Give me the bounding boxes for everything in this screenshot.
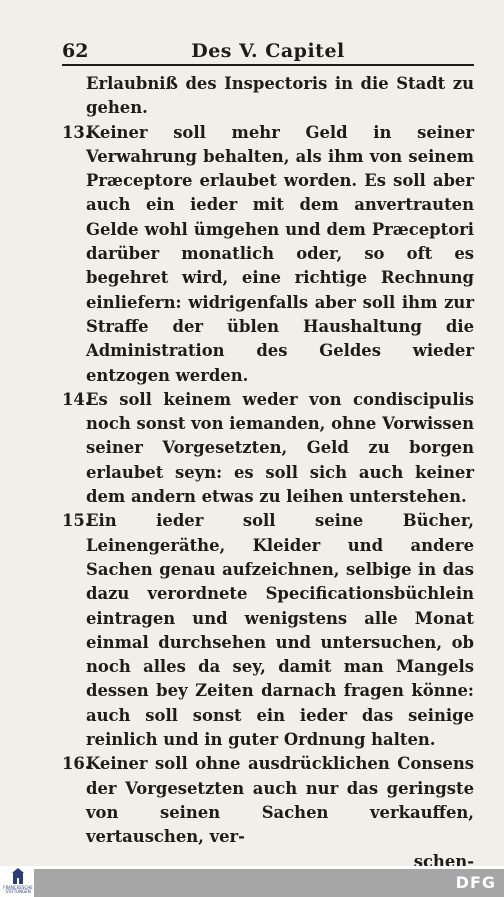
footer-bar xyxy=(34,869,504,897)
rule-text-16: Keiner soll ohne ausdrücklichen Consens der Vorgesetzten auch nur das geringste von seinen Sachen verkauffen, vertauschen, ver- xyxy=(86,754,474,847)
rule-number-13: 13. xyxy=(62,122,91,142)
viewer-footer xyxy=(0,866,504,897)
rule-text-13: Keiner soll mehr Geld in seiner Verwahrung behalten, als ihm von seinem Præceptore erlaubet worden. Es soll aber auch ein ieder mit dem anvertrauten Gelde wohl ümgehen und dem Præceptori darüber monatlich oder, so oft es begehret wird, eine richtige Rechnung einliefern: widrigenfalls aber soll ihm zur Straffe der üblen Haushaltung die Administration des Geldes wieder entzogen werden. xyxy=(86,122,474,385)
rule-item-14 xyxy=(62,388,474,509)
rule-number-14: 14. xyxy=(62,389,91,409)
rule-item-15 xyxy=(62,509,474,752)
building-icon xyxy=(12,868,24,884)
foundation-logo[interactable] xyxy=(3,868,33,896)
rule-item-13 xyxy=(62,121,474,388)
rule-item-16 xyxy=(62,752,474,849)
foundation-text: FRANCKESCHE STIFTUNGEN xyxy=(3,885,33,894)
catchword: schen- xyxy=(413,851,474,866)
rule-number-16: 16. xyxy=(62,754,91,774)
rule-number-15: 15. xyxy=(62,511,91,531)
continuation-paragraph: Erlaubniß des Inspectoris in die Stadt zu gehen. xyxy=(86,74,474,118)
page-number: 62 xyxy=(62,40,89,62)
running-title: Des V. Capitel xyxy=(191,40,345,62)
body-text xyxy=(62,72,474,866)
rule-text-14: Es soll keinem weder von condiscipulis noch sonst von iemanden, ohne Vorwissen seiner Vorgesetzten, Geld zu borgen erlaubet seyn: es soll sich auch keiner dem andern etwas zu leihen unterstehen. xyxy=(86,389,474,507)
dfg-logo[interactable]: DFG xyxy=(455,873,496,892)
page-header xyxy=(62,38,474,66)
rule-text-15: Ein ieder soll seine Bücher, Leinengeräthe, Kleider und andere Sachen genau aufzeichnen, selbige in das dazu verordnete Specificationsbüchlein eintragen und wenigstens alle Monat einmal durchsehen und untersuchen, ob noch alles da sey, damit man Mangels dessen bey Zeiten darnach fragen könne: auch soll sonst ein ieder das seinige reinlich und in guter Ordnung halten. xyxy=(86,511,474,750)
